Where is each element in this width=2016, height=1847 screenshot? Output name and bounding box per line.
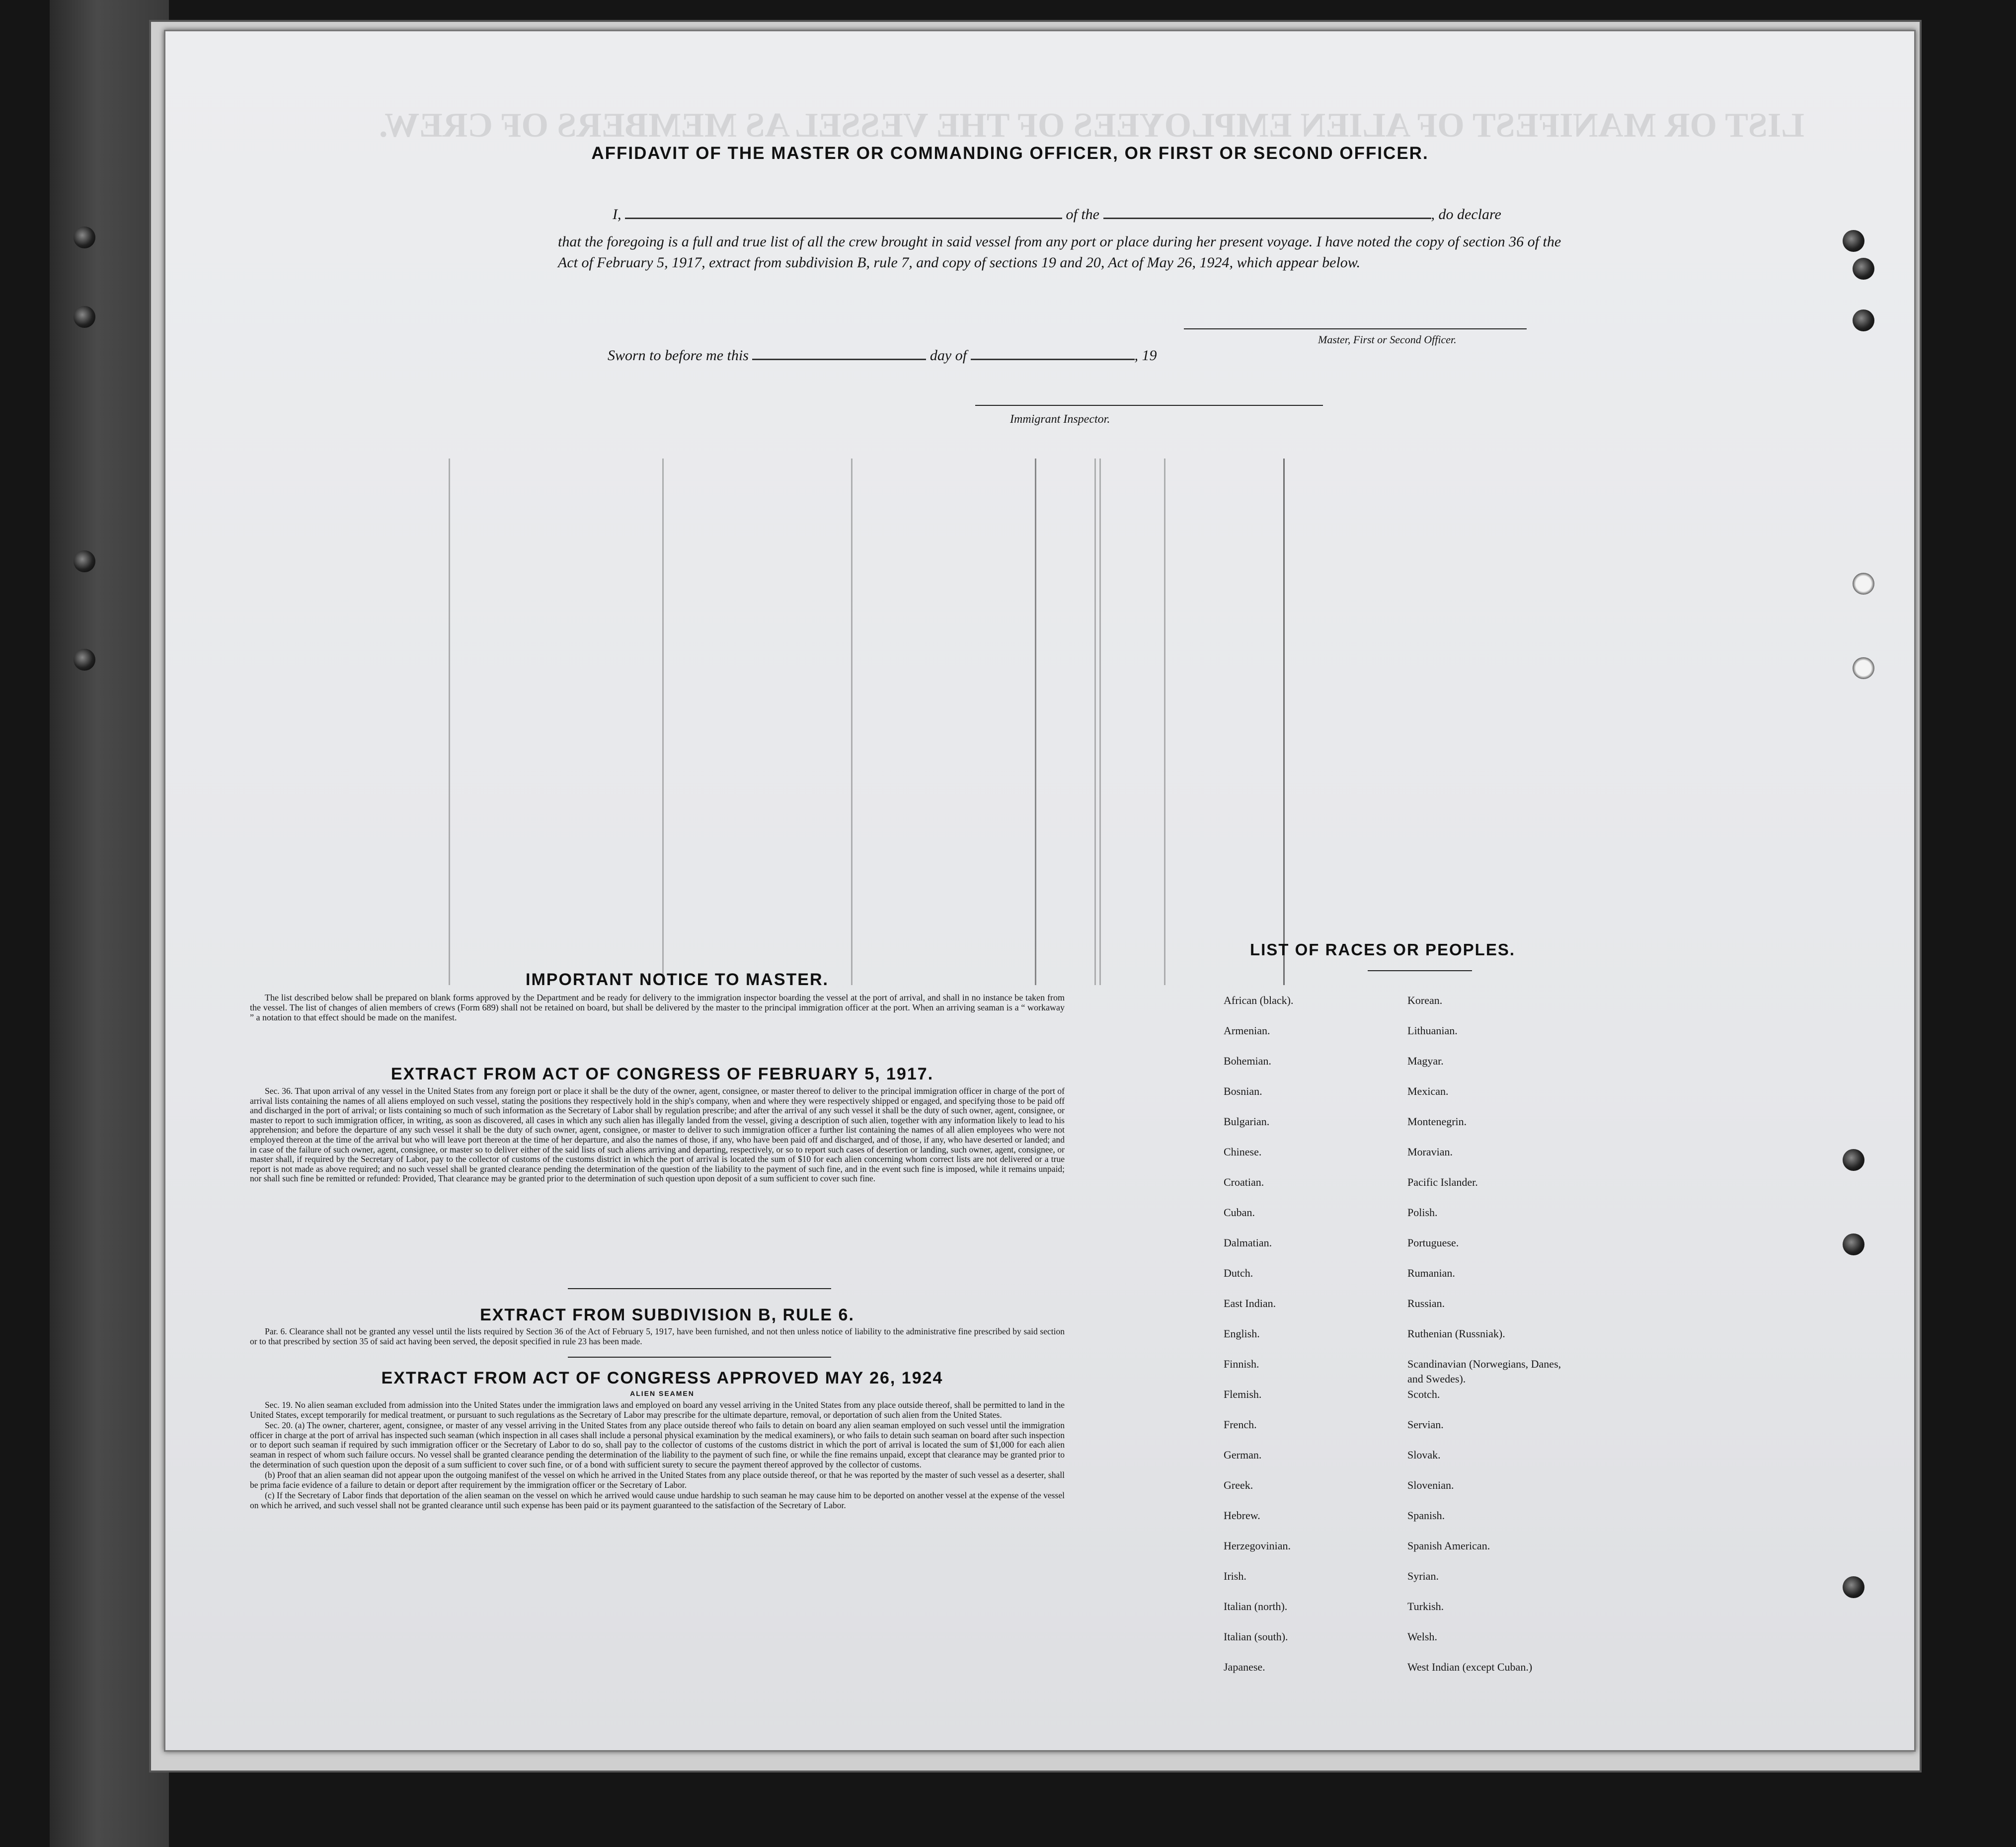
races-right-column [1407,993,1576,1690]
divider [1368,970,1472,971]
column-line [1283,459,1285,985]
binder-hole [1843,1149,1864,1171]
section-20c-paragraph: (c) If the Secretary of Labor finds that deportation of the alien seaman on the vessel on which he arrived would cause undue hardship to such seaman he may cause him to be deported on another vessel at the expense of the vessel on which he arrived, and such vessel shall not be granted clearance until such expense has been paid or its payment guaranteed to the satisfaction of the Secretary of Labor. [250,1490,1065,1510]
extract-rule6-title: EXTRACT FROM SUBDIVISION B, RULE 6. [480,1306,854,1324]
section-20a-paragraph: Sec. 20. (a) The owner, charterer, agent, consignee, or master of any vessel arriving in the United States from any place outside thereof who fails to detain on board any alien seaman employed on such vessel until the immigration officer in charge at the port of arrival has inspected such seaman (which inspection in all cases shall include a personal physical examination by the medical examiners), or who fails to detain such seaman on board after such inspection or to deport such seaman if required by such immigration officer or the Secretary of Labor to do so, shall pay to the collector of customs of the customs district in which the port of arrival is located the sum of $1,000 for each alien seaman in respect of whom such failure occurs. No vessel shall be granted clearance pending the determination of the liability to the payment of such fine, or while the fine remains unpaid, except that clearance may be granted prior to the determination of such question upon the deposit of a sum sufficient to cover such fine, or of a bond with sufficient surety to secure the payment thereof approved by the collector of customs. [250,1420,1065,1469]
race-item: Armenian. [1224,1024,1270,1037]
vessel-blank [1103,218,1431,219]
section-20b-paragraph: (b) Proof that an alien seaman did not appear upon the outgoing manifest of the vessel on which he arrived in the United States from any place outside thereof, or that he was reported by the master of such vessel as a deserter, shall be prima facie evidence of a failure to detain or deport after requirement by the immigration officer or the Secretary of Labor. [250,1470,1065,1490]
races-title: LIST OF RACES OR PEOPLES. [1249,940,1516,959]
name-blank [625,218,1062,219]
extract-rule6-text: Par. 6. Clearance shall not be granted any vessel until the lists required by Section 36 of the Act of February 5, 1917, have been furnished, and not then unless notice of liability to the administrative fine prescribed by said section or to that prescribed by section 35 of said act having been served, the deposit specified in rule 23 has been made. [250,1326,1065,1346]
extract-1917-text: Sec. 36. That upon arrival of any vessel in the United States from any foreign port or place it shall be the duty of the owner, agent, consignee, or master thereof to deliver to the principal immigration officer in charge of the port of arrival lists containing the names of all aliens employed on such vessel, stating the positions they respectively hold in the ship's company, when and where they were respectively shipped or engaged, and specifying those to be paid off and discharged in the port of arrival; or lists containing so much of such information as the Secretary of Labor shall by regulation prescribe; and after the arrival of any such vessel it shall be the duty of such owner, agent, consignee, or master to report to such immigration officer, in writing, as soon as discovered, all cases in which any such alien has illegally landed from the vessel, giving a description of such alien, together with any information likely to lead to his apprehension; and before the departure of any such vessel it shall be the duty of such owner, agent, consignee, or master to deliver to such immigration officer a further list containing the names of all alien employees who were not employed thereon at the time of the arrival but who will leave port thereon at the time of her departure, and also the names of those, if any, who have been paid off and discharged, and of those, if any, who have deserted or landed; and in case of the failure of such owner, agent, consignee, or master so to deliver either of the said lists of such aliens arriving and departing, respectively, or so to report such cases of desertion or landing, such owner, agent, consignee, or master shall, if required by the Secretary of Labor, pay to the collector of customs of the customs district in which the port of arrival is located the sum of $10 for each alien concerning whom correct lists are not delivered or a true report is not made as above required; and no such vessel shall be granted clearance pending the determination of the question of the liability to the payment of such fine, and in the event such fine is imposed, while it remains unpaid; nor shall such fine be remitted or refunded: Provided, That clearance may be granted prior to the determination of such question upon deposit of a sum sufficient to cover such fine. [250,1086,1065,1184]
column-line [1035,459,1036,985]
binder-hole [1843,1233,1864,1255]
race-item: Bosnian. [1224,1085,1262,1097]
column-line [662,459,664,985]
race-item: Greek. [1224,1479,1253,1491]
binder-hole [74,227,95,248]
affidavit-declaration-line [613,206,1501,223]
column-line [449,459,450,985]
race-item: Cuban. [1224,1206,1255,1219]
race-item: Finnish. [1224,1358,1259,1370]
binder-hole [74,649,95,671]
section-19-paragraph: Sec. 19. No alien seaman excluded from admission into the United States under the immigration laws and employed on board any vessel arriving in the United States from any place outside thereof, shall be permitted to land in the United States, except temporarily for medical treatment, or pursuant to such regulations as the Secretary of Labor may prescribe for the ultimate departure, removal, or deportation of such alien from the United States. [250,1400,1065,1420]
year-label: , 19 [1134,347,1157,364]
inspector-signature-line [975,405,1323,406]
extract-1924-subtitle: ALIEN SEAMEN [630,1389,695,1397]
affidavit-of-the: of the [1066,206,1099,223]
binder-hole [1853,258,1874,280]
manifest-page [164,30,1916,1752]
bleed-through-title: LIST OR MANIFEST OF ALIEN EMPLOYEES OF THE VESSEL AS MEMBERS OF CREW. [379,106,1804,145]
month-blank [971,359,1135,360]
affidavit-declare: , do declare [1431,206,1501,223]
divider [568,1288,831,1289]
column-line [851,459,853,985]
race-item: Turkish. [1407,1600,1444,1613]
race-item: Syrian. [1407,1570,1439,1582]
affidavit-body: that the foregoing is a full and true list of all the crew brought in said vessel from any port or place during her present voyage. I have noted the copy of section 36 of the Act of February 5, 1917, extract from subdivision B, rule 7, and copy of sections 19 and 20, Act of May 26, 1924, which appear below. [558,233,1561,271]
race-item: Spanish. [1407,1509,1445,1522]
race-item: Hebrew. [1224,1509,1260,1522]
column-line [1099,459,1101,985]
race-item: Croatian. [1224,1176,1264,1188]
notice-text: The list described below shall be prepared on blank forms approved by the Department and be ready for delivery to the immigration inspector boarding the vessel at the port of arrival, and shall in no instance be taken from the vessel. The list of changes of alien members of crews (Form 689) shall not be retained on board, but shall be delivered by the master to the principal immigration officer at the port. When an arriving seaman is a “ workaway ” a notation to that effect should be made on the manifest. [250,993,1065,1023]
race-item: African (black). [1224,994,1294,1006]
column-line [1164,459,1165,985]
race-item: Welsh. [1407,1630,1437,1643]
race-item: Scandinavian (Norwegians, Danes, and Swedes). [1407,1358,1561,1385]
race-item: Rumanian. [1407,1267,1455,1279]
race-item: French. [1224,1418,1257,1431]
race-item: Chinese. [1224,1146,1262,1158]
race-item: Dutch. [1224,1267,1253,1279]
race-item: Russian. [1407,1297,1445,1309]
race-item: Bohemian. [1224,1055,1271,1067]
extract-1924-title: EXTRACT FROM ACT OF CONGRESS APPROVED MAY 26, 1924 [381,1369,943,1387]
column-line [1094,459,1096,985]
race-item: English. [1224,1327,1260,1340]
race-item: Montenegrin. [1407,1115,1467,1128]
binder-hole [74,550,95,572]
race-item: West Indian (except Cuban.) [1407,1661,1533,1673]
race-item: Lithuanian. [1407,1024,1458,1037]
extract-1917-title: EXTRACT FROM ACT OF CONGRESS OF FEBRUARY 5, 1917. [390,1065,934,1083]
race-item: Scotch. [1407,1388,1440,1400]
divider [568,1357,831,1358]
binder-hole [1853,657,1874,679]
binder-hole [1853,309,1874,331]
race-item: Mexican. [1407,1085,1449,1097]
race-item: Polish. [1407,1206,1438,1219]
race-item: Italian (north). [1224,1600,1288,1613]
extract-1924-text [250,1400,1065,1512]
binder-hole [1843,230,1864,252]
race-item: Spanish American. [1407,1539,1490,1552]
binder-hole [1853,573,1874,595]
race-item: Ruthenian (Russniak). [1407,1327,1505,1340]
race-item: Moravian. [1407,1146,1453,1158]
race-item: Italian (south). [1224,1630,1288,1643]
sworn-label: Sworn to before me this [608,347,749,364]
race-item: Korean. [1407,994,1443,1006]
master-label: Master, First or Second Officer. [1318,333,1457,346]
race-item: Flemish. [1224,1388,1262,1400]
race-item: Portuguese. [1407,1236,1459,1249]
master-signature-line [1184,328,1527,329]
day-of-label: day of [930,347,967,364]
race-item: Servian. [1407,1418,1444,1431]
race-item: Bulgarian. [1224,1115,1270,1128]
sworn-line [608,347,1157,364]
race-item: Dalmatian. [1224,1236,1272,1249]
binder-hole [1843,1576,1864,1598]
binder-hole [74,306,95,328]
race-item: Japanese. [1224,1661,1265,1673]
race-item: Slovenian. [1407,1479,1454,1491]
day-blank [752,359,926,360]
affidavit-title: AFFIDAVIT OF THE MASTER OR COMMANDING OFFICER, OR FIRST OR SECOND OFFICER. [591,144,1429,163]
race-item: Slovak. [1407,1449,1441,1461]
affidavit-i: I, [613,206,621,223]
race-item: Pacific Islander. [1407,1176,1478,1188]
race-item: German. [1224,1449,1262,1461]
notice-title: IMPORTANT NOTICE TO MASTER. [526,970,829,989]
inspector-label: Immigrant Inspector. [1010,413,1110,426]
race-item: East Indian. [1224,1297,1276,1309]
race-item: Magyar. [1407,1055,1444,1067]
race-item: Herzegovinian. [1224,1539,1291,1552]
race-item: Irish. [1224,1570,1246,1582]
